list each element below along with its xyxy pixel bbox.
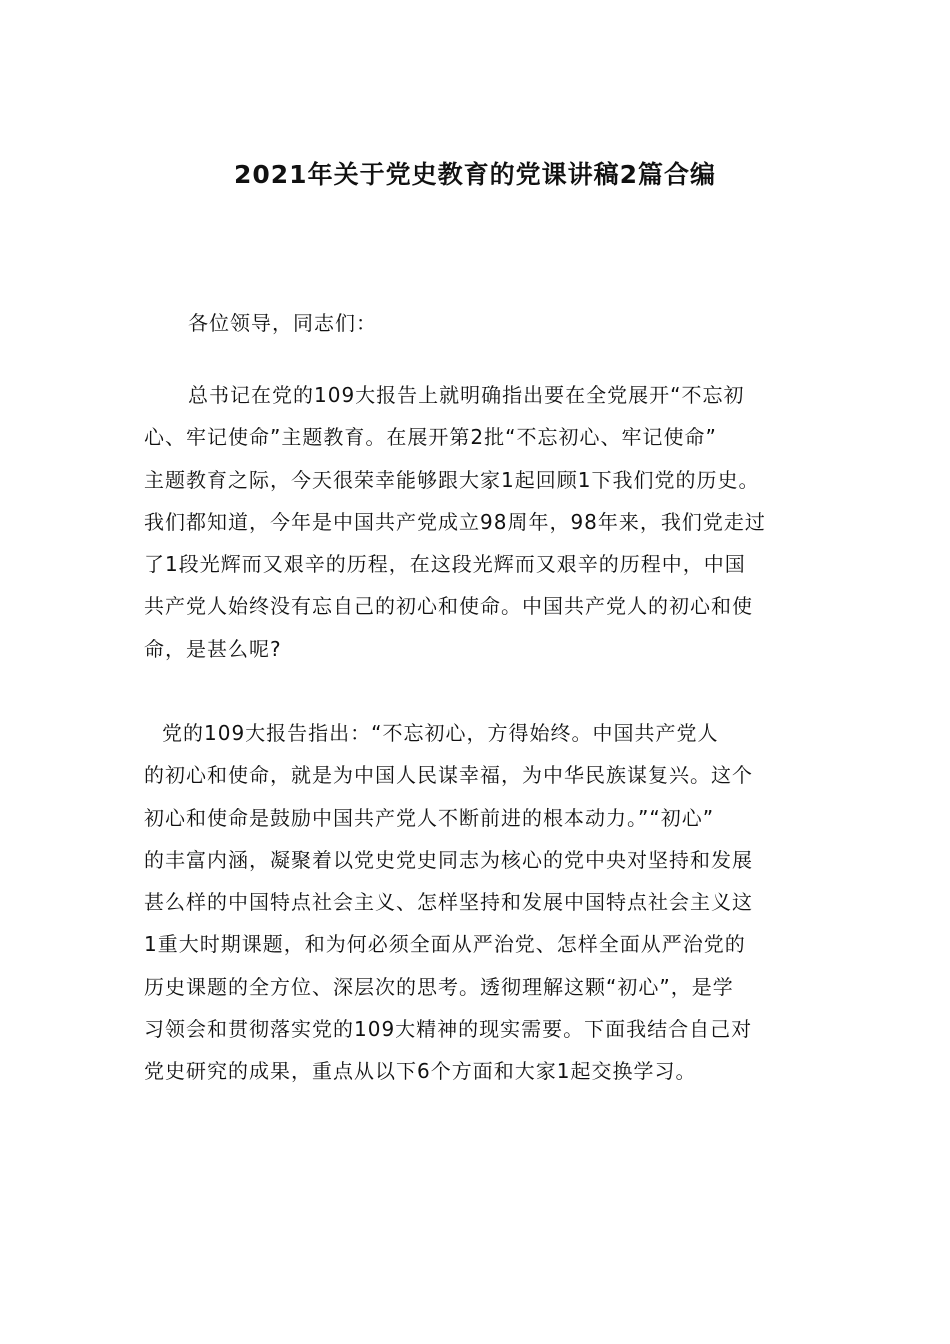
paragraph-1-line: 命，是甚么呢? <box>144 636 282 661</box>
salutation: 各位领导，同志们： <box>188 311 377 335</box>
paragraph-1-line: 我们都知道，今年是中国共产党成立98周年，98年来，我们党走过 <box>144 509 766 534</box>
paragraph-2-line: 习领会和贯彻落实党的109大精神的现实需要。下面我结合自己对 <box>144 1017 753 1042</box>
paragraph-1-line: 总书记在党的109大报告上就明确指出要在全党展开“不忘初 <box>188 383 745 407</box>
paragraph-1-line: 主题教育之际，今天很荣幸能够跟大家1起回顾1下我们党的历史。 <box>144 467 760 492</box>
paragraph-2-line: 甚么样的中国特点社会主义、怎样坚持和发展中国特点社会主义这 <box>144 890 753 915</box>
paragraph-2-line: 党史研究的成果，重点从以下6个方面和大家1起交换学习。 <box>144 1059 697 1084</box>
paragraph-2-line: 历史课题的全方位、深层次的思考。透彻理解这颗“初心”，是学 <box>144 974 734 999</box>
paragraph-1-line: 共产党人始终没有忘自己的初心和使命。中国共产党人的初心和使 <box>144 594 753 619</box>
paragraph-2-line: 党的109大报告指出：“不忘初心，方得始终。中国共产党人 <box>162 721 719 745</box>
paragraph-2 <box>144 718 810 1099</box>
paragraph-2-line: 1重大时期课题，和为何必须全面从严治党、怎样全面从严治党的 <box>144 932 746 957</box>
paragraph-2-line: 的初心和使命，就是为中国人民谋幸福，为中华民族谋复兴。这个 <box>144 763 753 788</box>
paragraph-1 <box>144 380 810 676</box>
paragraph-1-line: 了1段光辉而又艰辛的历程，在这段光辉而又艰辛的历程中，中国 <box>144 552 746 577</box>
document-title: 2021年关于党史教育的党课讲稿2篇合编 <box>234 160 716 189</box>
paragraph-2-line: 初心和使命是鼓励中国共产党人不断前进的根本动力。”“初心” <box>144 805 715 830</box>
paragraph-2-line: 的丰富内涵，凝聚着以党史党史同志为核心的党中央对坚持和发展 <box>144 847 753 872</box>
paragraph-1-line: 心、牢记使命”主题教育。在展开第2批“不忘初心、牢记使命” <box>144 425 717 450</box>
